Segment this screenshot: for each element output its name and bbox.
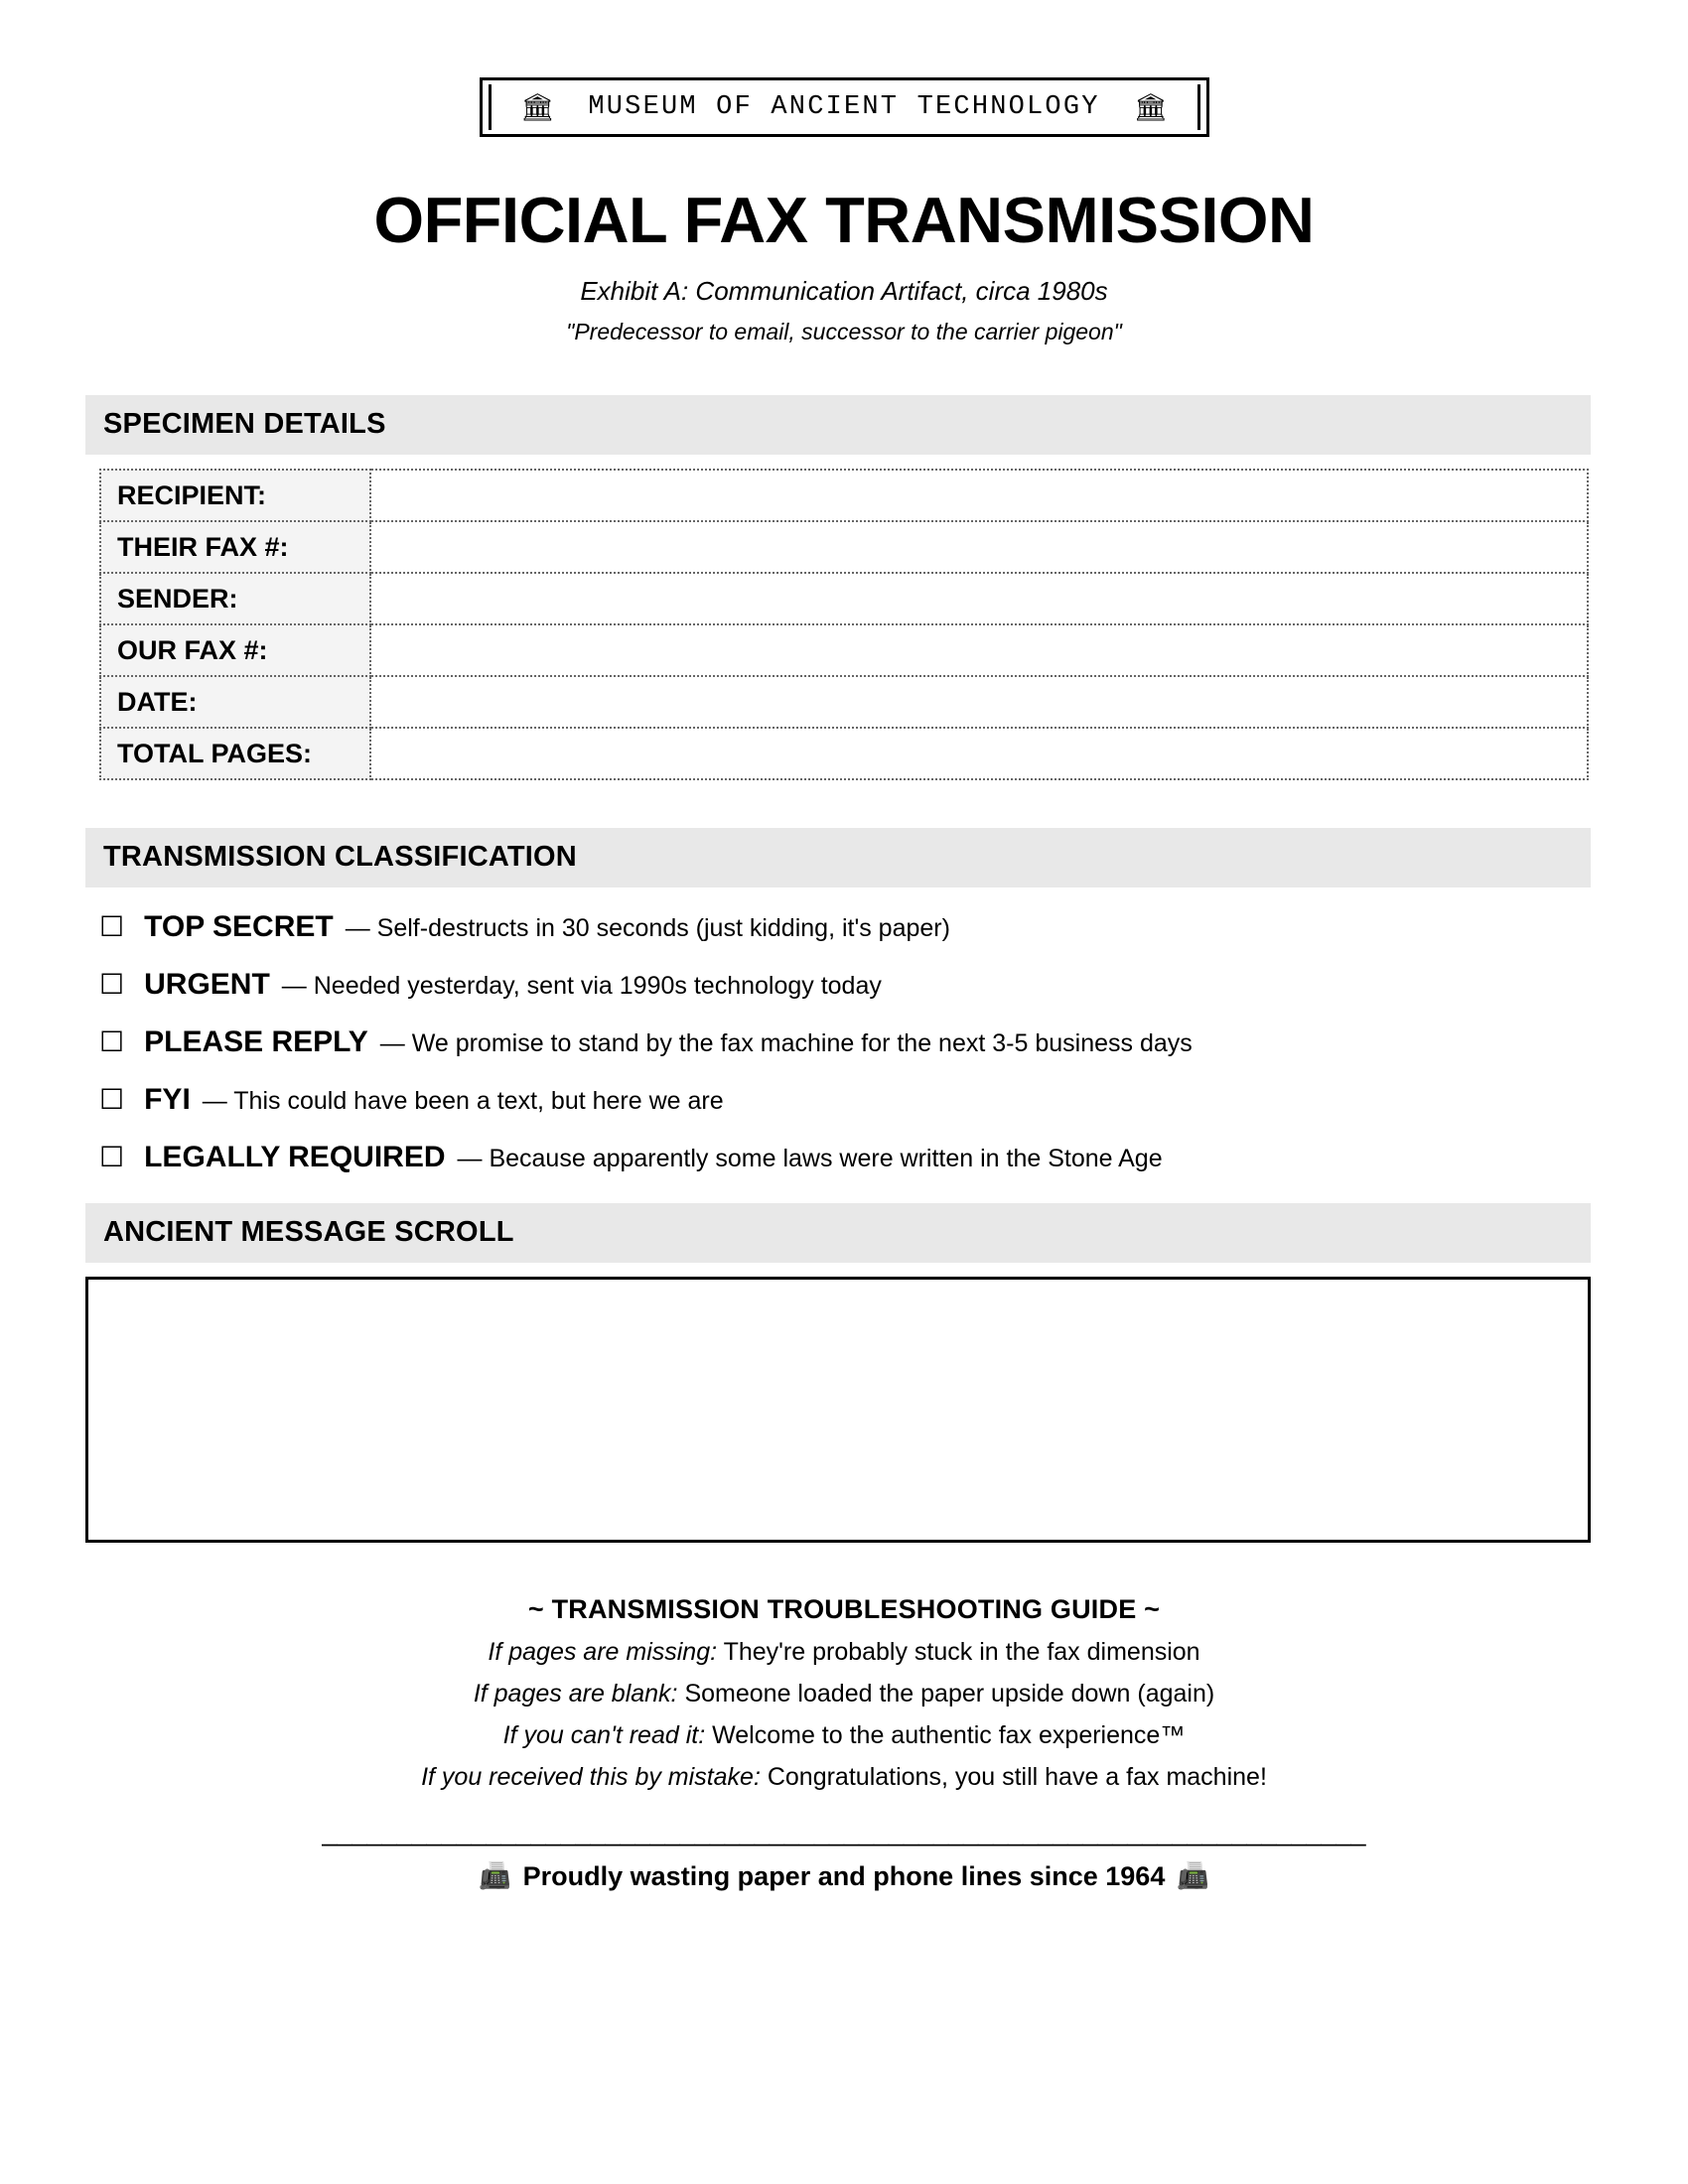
table-row: [100, 470, 1588, 521]
classification-description-text: Needed yesterday, sent via 1990s technology today: [313, 972, 882, 1001]
field-value-total-pages[interactable]: [370, 728, 1588, 779]
classification-description: [380, 1028, 1193, 1058]
guide-answer: Congratulations, you still have a fax machine!: [767, 1763, 1267, 1792]
fax-machine-icon-left: 📠: [479, 1861, 511, 1892]
checkbox-icon[interactable]: ☐: [99, 1025, 125, 1059]
page-tagline: "Predecessor to email, successor to the carrier pigeon": [566, 319, 1122, 345]
page-subtitle: Exhibit A: Communication Artifact, circa 1980s: [580, 276, 1108, 307]
classification-label: PLEASE REPLY: [144, 1025, 368, 1059]
table-row: [100, 573, 1588, 624]
classification-description-text: This could have been a text, but here we are: [233, 1087, 724, 1116]
classification-description: [282, 971, 882, 1001]
troubleshooting-guide: [99, 1594, 1589, 1792]
em-dash: —: [202, 1087, 227, 1116]
table-row: [100, 624, 1588, 676]
footer-divider: ______________________________________________________________________: [322, 1818, 1366, 1847]
checkbox-icon[interactable]: ☐: [99, 1141, 125, 1174]
classification-label: TOP SECRET: [144, 910, 334, 944]
table-row: [100, 728, 1588, 779]
message-body-input[interactable]: [85, 1277, 1591, 1543]
guide-line: [99, 1638, 1589, 1667]
field-value-our-fax[interactable]: [370, 624, 1588, 676]
troubleshooting-guide-title: ~ TRANSMISSION TROUBLESHOOTING GUIDE ~: [527, 1594, 1161, 1625]
em-dash: —: [345, 914, 370, 943]
guide-condition: If you can't read it:: [502, 1721, 706, 1750]
classification-description: [203, 1086, 724, 1116]
guide-answer: Someone loaded the paper upside down (again): [684, 1680, 1215, 1708]
guide-line: [99, 1721, 1589, 1750]
specimen-details-table: [99, 469, 1589, 780]
table-row: [100, 521, 1588, 573]
footer: [99, 1818, 1589, 1892]
classification-option-urgent[interactable]: [99, 967, 1589, 1003]
fax-machine-icon-right: 📠: [1177, 1861, 1209, 1892]
classification-label: FYI: [144, 1083, 191, 1117]
field-label-date: DATE:: [100, 676, 370, 728]
museum-name: MUSEUM OF ANCIENT TECHNOLOGY: [588, 92, 1100, 122]
classification-description: [346, 913, 950, 943]
classification-option-please-reply[interactable]: [99, 1024, 1589, 1060]
classification-description-text: Because apparently some laws were written in the Stone Age: [489, 1145, 1163, 1173]
em-dash: —: [379, 1029, 405, 1058]
field-value-sender[interactable]: [370, 573, 1588, 624]
classification-label: URGENT: [144, 968, 270, 1002]
em-dash: —: [457, 1145, 483, 1173]
field-label-recipient: RECIPIENT:: [100, 470, 370, 521]
field-value-recipient[interactable]: [370, 470, 1588, 521]
field-label-total-pages: TOTAL PAGES:: [100, 728, 370, 779]
field-label-our-fax: OUR FAX #:: [100, 624, 370, 676]
guide-condition: If you received this by mistake:: [421, 1763, 761, 1792]
guide-answer: Welcome to the authentic fax experience™: [712, 1721, 1186, 1750]
guide-line: [99, 1680, 1589, 1708]
classification-description-text: Self-destructs in 30 seconds (just kidding, it's paper): [376, 914, 950, 943]
field-value-date[interactable]: [370, 676, 1588, 728]
footer-tagline-text: Proudly wasting paper and phone lines since 1964: [522, 1860, 1166, 1891]
checkbox-icon[interactable]: ☐: [99, 968, 125, 1002]
classification-options-list: [99, 909, 1589, 1175]
checkbox-icon[interactable]: ☐: [99, 1083, 125, 1117]
checkbox-icon[interactable]: ☐: [99, 910, 125, 944]
section-header-transmission-classification: TRANSMISSION CLASSIFICATION: [85, 828, 1591, 887]
classification-option-legally-required[interactable]: [99, 1140, 1589, 1175]
classification-description-text: We promise to stand by the fax machine for the next 3-5 business days: [411, 1029, 1193, 1058]
classification-description: [458, 1144, 1163, 1173]
museum-banner-inner: [489, 84, 1200, 130]
table-row: [100, 676, 1588, 728]
guide-answer: They're probably stuck in the fax dimension: [723, 1638, 1200, 1667]
classification-option-fyi[interactable]: [99, 1082, 1589, 1118]
field-label-their-fax: THEIR FAX #:: [100, 521, 370, 573]
field-label-sender: SENDER:: [100, 573, 370, 624]
section-header-specimen-details: SPECIMEN DETAILS: [85, 395, 1591, 455]
guide-line: [99, 1763, 1589, 1792]
museum-banner-wrap: [99, 0, 1589, 137]
classical-building-icon-right: 🏛: [1133, 91, 1168, 123]
field-value-their-fax[interactable]: [370, 521, 1588, 573]
footer-tagline: [99, 1861, 1589, 1892]
section-header-ancient-message-scroll: ANCIENT MESSAGE SCROLL: [85, 1203, 1591, 1263]
page-title: OFFICIAL FAX TRANSMISSION: [373, 184, 1315, 256]
classical-building-icon-left: 🏛: [520, 91, 555, 123]
guide-condition: If pages are missing:: [488, 1638, 718, 1667]
guide-condition: If pages are blank:: [473, 1680, 678, 1708]
em-dash: —: [281, 972, 307, 1001]
museum-banner: [480, 77, 1209, 137]
classification-label: LEGALLY REQUIRED: [144, 1141, 446, 1174]
classification-option-top-secret[interactable]: [99, 909, 1589, 945]
